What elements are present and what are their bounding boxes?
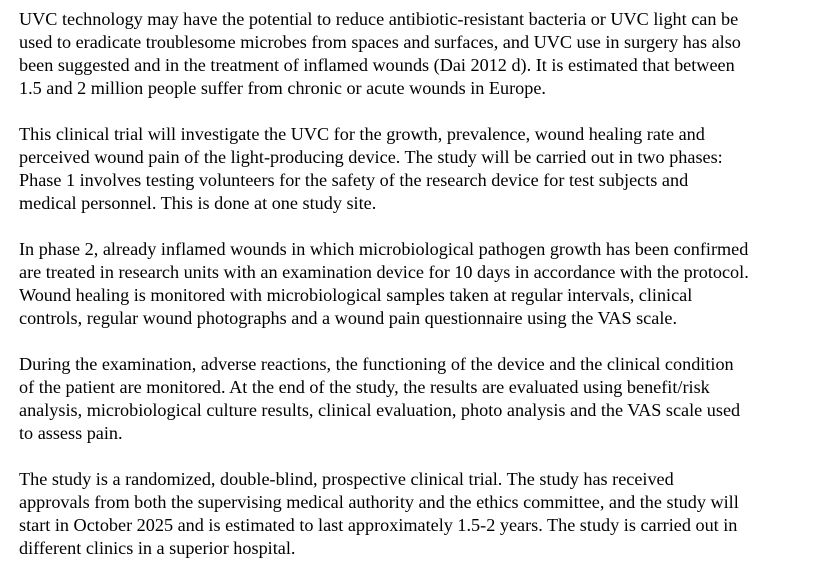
text-line: 1.5 and 2 million people suffer from chronic or acute wounds in Europe. [19, 78, 546, 98]
text-line: medical personnel. This is done at one study site. [19, 193, 377, 213]
text-line: In phase 2, already inflamed wounds in which microbiological pathogen growth has been confirmed [19, 239, 749, 259]
paragraph-monitoring-evaluation [19, 353, 831, 445]
text-line: Phase 1 involves testing volunteers for the safety of the research device for test subjects and [19, 170, 689, 190]
text-line: UVC technology may have the potential to reduce antibiotic-resistant bacteria or UVC light can be [19, 9, 739, 29]
paragraph-uvc-background [19, 8, 831, 100]
text-line: used to eradicate troublesome microbes from spaces and surfaces, and UVC use in surgery has also [19, 32, 741, 52]
paragraph-study-design [19, 468, 831, 560]
text-line: This clinical trial will investigate the UVC for the growth, prevalence, wound healing rate and [19, 124, 705, 144]
text-line: been suggested and in the treatment of inflamed wounds (Dai 2012 d). It is estimated that between [19, 55, 735, 75]
text-line: approvals from both the supervising medical authority and the ethics committee, and the study will [19, 492, 739, 512]
text-line: controls, regular wound photographs and a wound pain questionnaire using the VAS scale. [19, 308, 677, 328]
text-line: to assess pain. [19, 423, 123, 443]
paragraph-trial-overview [19, 123, 831, 215]
text-line: During the examination, adverse reactions, the functioning of the device and the clinical condition [19, 354, 734, 374]
text-line: start in October 2025 and is estimated to last approximately 1.5-2 years. The study is carried out in [19, 515, 738, 535]
document-body [19, 8, 831, 560]
text-line: perceived wound pain of the light-producing device. The study will be carried out in two phases: [19, 147, 723, 167]
text-line: analysis, microbiological culture results, clinical evaluation, photo analysis and the VAS scale used [19, 400, 741, 420]
text-line: are treated in research units with an examination device for 10 days in accordance with the protocol. [19, 262, 749, 282]
text-line: different clinics in a superior hospital. [19, 538, 296, 558]
text-line: of the patient are monitored. At the end of the study, the results are evaluated using benefit/risk [19, 377, 710, 397]
paragraph-phase-2 [19, 238, 831, 330]
text-line: The study is a randomized, double-blind, prospective clinical trial. The study has received [19, 469, 674, 489]
text-line: Wound healing is monitored with microbiological samples taken at regular intervals, clinical [19, 285, 693, 305]
